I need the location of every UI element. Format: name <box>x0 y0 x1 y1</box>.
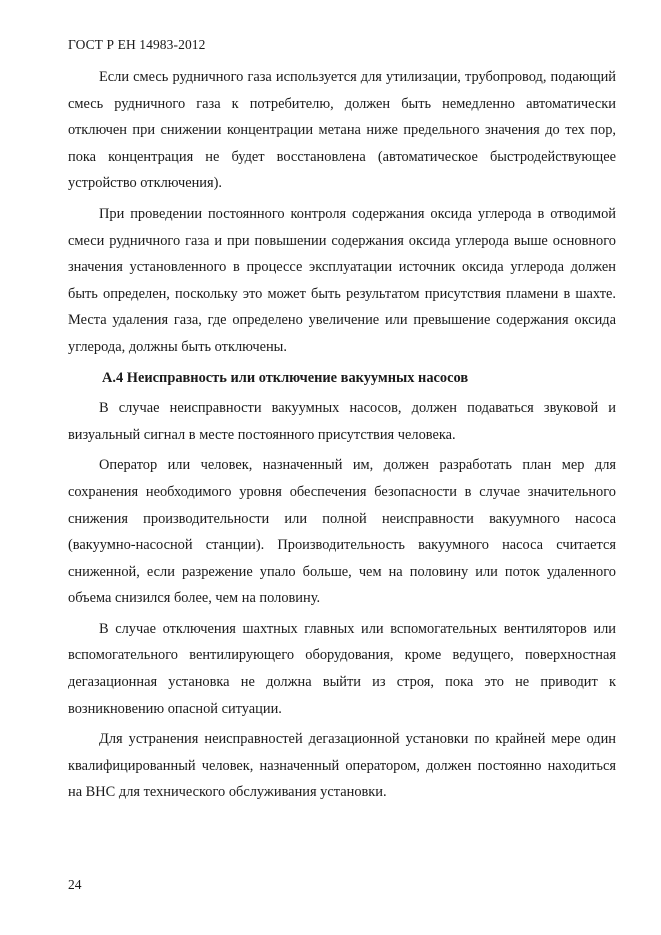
page-number: 24 <box>68 877 82 892</box>
paragraph-gas-utilization: Если смесь рудничного газа используется для утилизации, трубопровод, подающий смесь рудничного газа к потребителю, должен быть немедленно автоматически отключен при снижении концентрации метана ниже предельного значения до тех пор, пока концентрация не будет восстановлена (автоматическое быстродействующее устройство отключения). <box>68 69 616 192</box>
document-header: ГОСТ Р ЕН 14983-2012 <box>68 37 206 52</box>
paragraph-safety-plan: Оператор или человек, назначенный им, должен разработать план мер для сохранения необходимого уровня обеспечения безопасности в случае значительного снижения производительности или полной неисправности вакуумного насоса (вакуумно-насосной станции). Производительность вакуумного насоса считается сниженной, если разрежение упало больше, чем на половину или поток удаленного объема снизился более, чем на половину. <box>68 457 616 607</box>
paragraph-fan-shutdown: В случае отключения шахтных главных или вспомогательных вентиляторов или вспомогательного вентилирующего оборудования, кроме ведущего, поверхностная дегазационная установка не должна выйти из строя, пока это не приводит к возникновению опасной ситуации. <box>68 620 616 717</box>
paragraph-qualified-person: Для устранения неисправностей дегазационной установки по крайней мере один квалифицированный человек, назначенный оператором, должен постоянно находиться на ВНС для технического обслуживания установки. <box>68 731 616 801</box>
paragraph-carbon-monoxide: При проведении постоянного контроля содержания оксида углерода в отводимой смеси рудничного газа и при повышении содержания оксида углерода выше основного значения установленного в процессе эксплуатации источник оксида углерода должен быть определен, поскольку это может быть результатом присутствия пламени в шахте. Места удаления газа, где определено увеличение или превышение содержания оксида углерода, должны быть отключены. <box>68 205 616 355</box>
paragraph-pump-failure-signal: В случае неисправности вакуумных насосов, должен подаваться звуковой и визуальный сигнал в месте постоянного присутствия человека. <box>68 400 616 443</box>
section-heading: А.4 Неисправность или отключение вакуумных насосов <box>102 369 469 386</box>
body-text <box>68 64 616 810</box>
